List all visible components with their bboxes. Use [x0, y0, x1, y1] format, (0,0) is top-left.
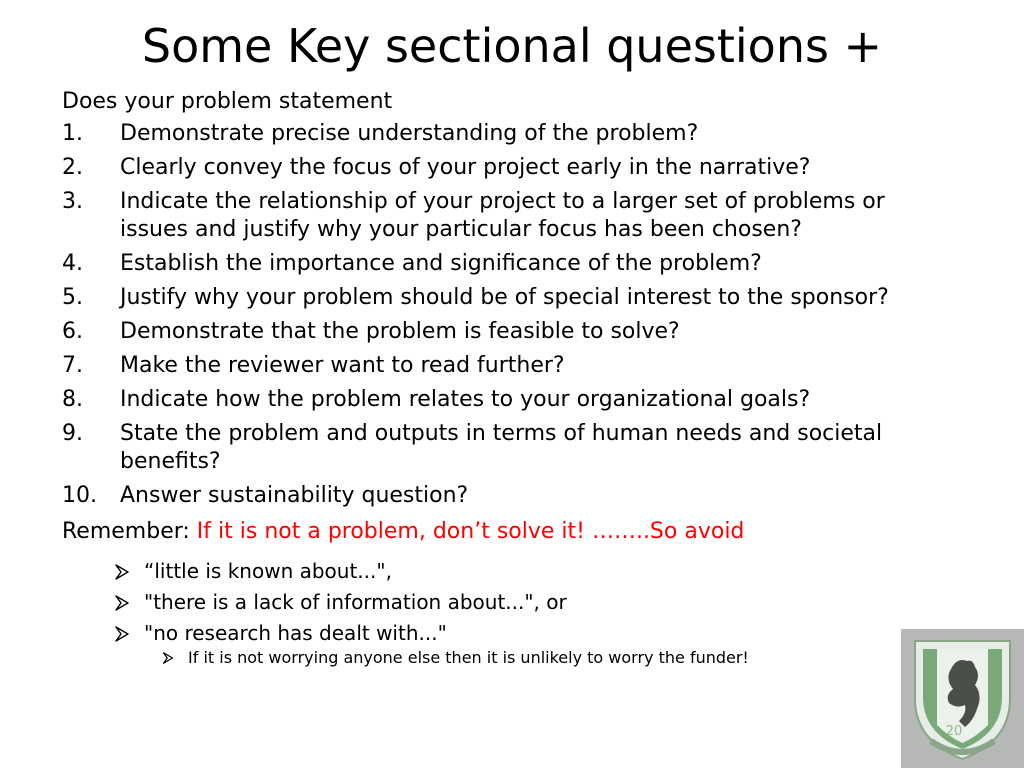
item-text: Indicate how the problem relates to your organizational goals? — [120, 387, 811, 412]
list-item — [114, 556, 567, 587]
list-item — [62, 284, 942, 312]
example-text: “little is known about...", — [144, 559, 392, 583]
item-number: 6. — [62, 319, 83, 344]
item-number: 3. — [62, 189, 83, 214]
list-item — [162, 646, 749, 670]
list-item — [62, 154, 942, 182]
list-item — [62, 250, 942, 278]
item-text: Make the reviewer want to read further? — [120, 353, 565, 378]
question-list — [62, 120, 942, 516]
remember-label: Remember: — [62, 519, 197, 544]
list-item — [62, 482, 942, 510]
item-number: 10. — [62, 483, 97, 508]
item-number: 5. — [62, 285, 83, 310]
list-item — [114, 618, 567, 649]
avoid-examples-list — [114, 556, 567, 649]
item-number: 9. — [62, 421, 83, 446]
list-item — [62, 352, 942, 380]
remember-warning: If it is not a problem, don’t solve it! ……..So avoid — [196, 519, 745, 544]
example-text: "no research has dealt with..." — [144, 621, 447, 645]
remember-line — [62, 516, 744, 548]
sub-note-text: If it is not worrying anyone else then it is unlikely to worry the funder! — [188, 648, 749, 667]
list-item — [62, 420, 942, 476]
arrow-bullet-icon — [114, 587, 132, 618]
item-number: 7. — [62, 353, 83, 378]
item-number: 4. — [62, 251, 83, 276]
list-item — [62, 318, 942, 346]
item-number: 8. — [62, 387, 83, 412]
arrow-bullet-icon — [114, 618, 132, 649]
item-text: Indicate the relationship of your project to a larger set of problems or issues and justify why your particular focus has been chosen? — [120, 189, 885, 242]
item-text: Demonstrate precise understanding of the problem? — [120, 121, 699, 146]
university-crest-icon — [901, 629, 1024, 768]
item-text: Establish the importance and significance of the problem? — [120, 251, 762, 276]
list-item — [62, 386, 942, 414]
example-text: "there is a lack of information about...", or — [144, 590, 567, 614]
page-number: 20 — [945, 724, 963, 739]
intro-text: Does your problem statement — [62, 89, 393, 114]
list-item — [62, 188, 942, 244]
arrow-bullet-icon — [114, 556, 132, 587]
slide-title: Some Key sectional questions + — [141, 19, 883, 73]
list-item — [114, 587, 567, 618]
item-text: Demonstrate that the problem is feasible to solve? — [120, 319, 680, 344]
item-text: State the problem and outputs in terms of human needs and societal benefits? — [120, 421, 883, 474]
item-number: 1. — [62, 121, 83, 146]
arrow-bullet-icon — [162, 646, 176, 670]
list-item — [62, 120, 942, 148]
item-number: 2. — [62, 155, 83, 180]
sub-note-list — [162, 646, 749, 670]
item-text: Answer sustainability question? — [120, 483, 469, 508]
item-text: Justify why your problem should be of special interest to the sponsor? — [120, 285, 889, 310]
item-text: Clearly convey the focus of your project early in the narrative? — [120, 155, 811, 180]
